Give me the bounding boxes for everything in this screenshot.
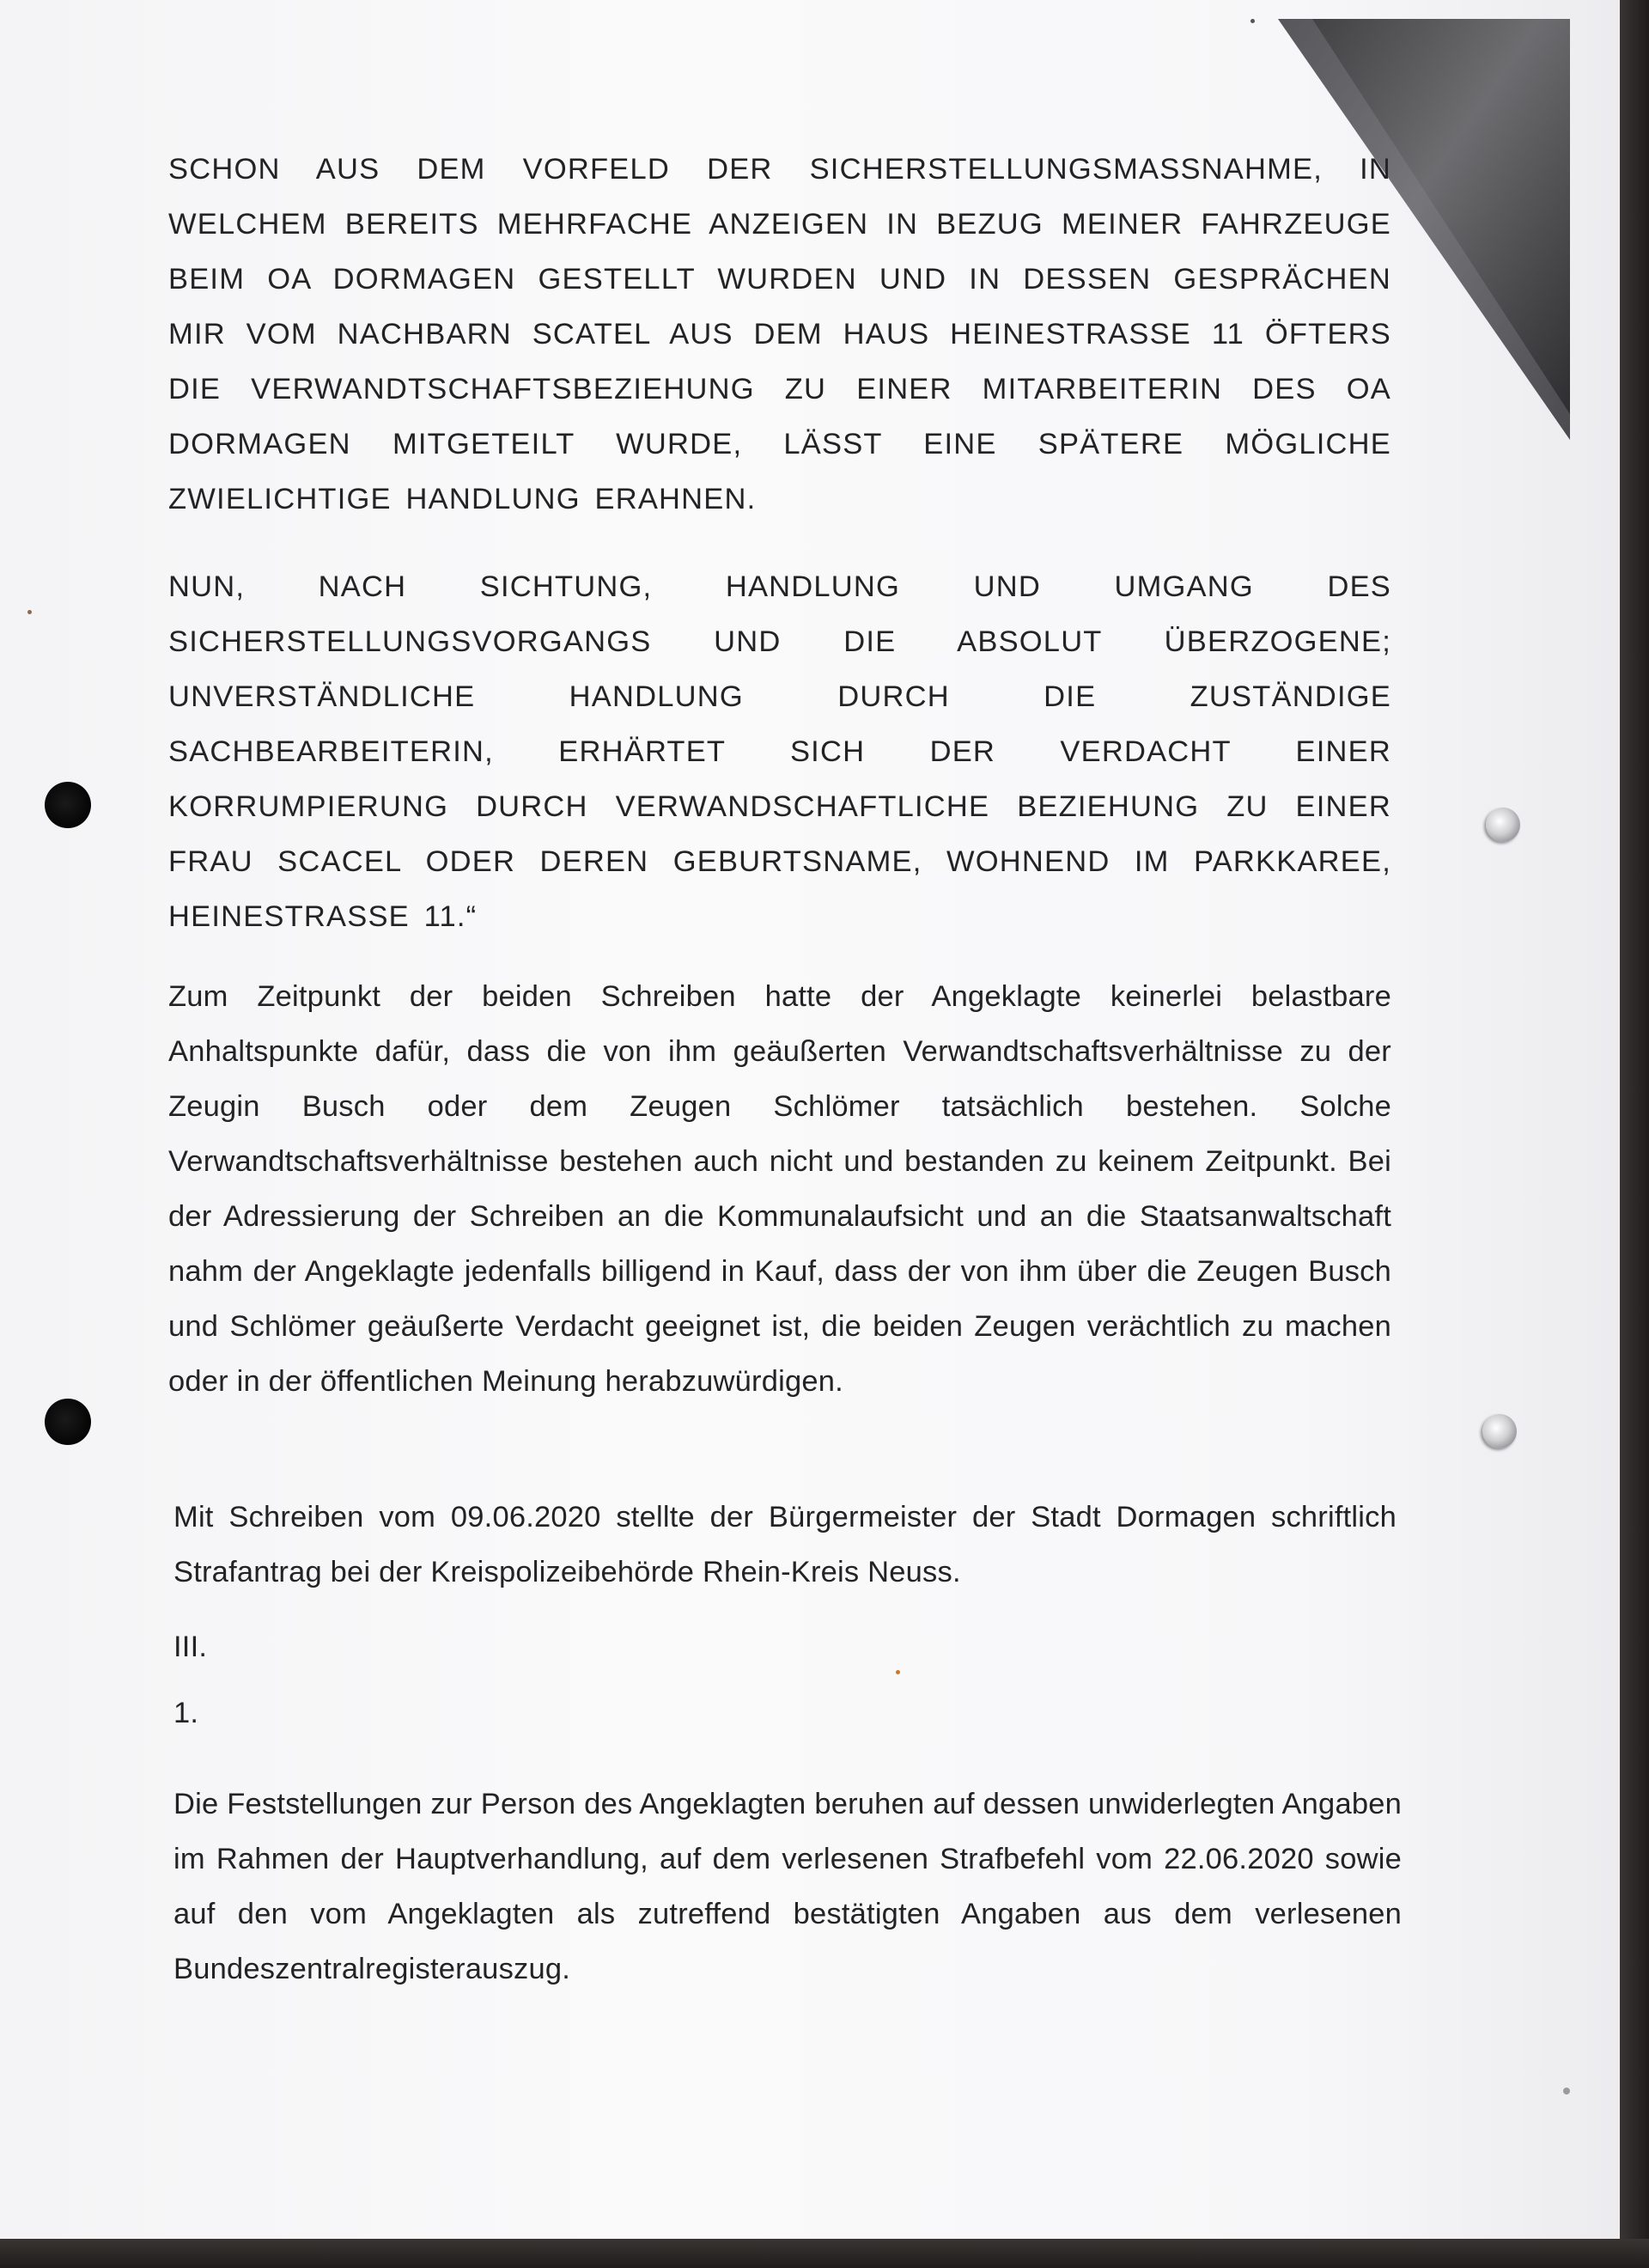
quoted-paragraph-1: SCHON AUS DEM VORFELD DER SICHERSTELLUNGSMASSNAHME, IN WELCHEM BEREITS MEHRFACHE ANZEIGEN IN BEZUG MEINER FAHRZEUGE BEIM OA DORMAGEN GESTELLT WURDEN UND IN DESSEN GESPRÄCHEN MIR VOM NACHBARN SCATEL AUS DEM HAUS HEINESTRASSE 11 ÖFTERS DIE VERWANDTSCHAFTSBEZIEHUNG ZU EINER MITARBEITERIN DES OA DORMAGEN MITGETEILT WURDE, LÄSST EINE SPÄTERE MÖGLICHE ZWIELICHTIGE HANDLUNG ERAHNEN.	[168, 153, 1391, 515]
findings-paragraph: Zum Zeitpunkt der beiden Schreiben hatte der Angeklagte keinerlei belastbare Anhaltspunkte dafür, dass die von ihm geäußerten Verwandtschaftsverhältnisse zu der Zeugin Busch oder dem Zeugen Schlömer tatsächlich bestehen. Solche Verwandtschaftsverhältnisse bestehen auch nicht und bestanden zu keinem Zeitpunkt. Bei der Adressierung der Schreiben an die Kommunalaufsicht und an die Staatsanwaltschaft nahm der Angeklagte jedenfalls billigend in Kauf, dass der von ihm über die Zeugen Busch und Schlömer geäußerte Verdacht geeignet ist, die beiden Zeugen verächtlich zu machen oder in der öffentlichen Meinung herabzuwürdigen.	[168, 980, 1391, 1398]
punch-hole-left-bottom	[45, 1399, 91, 1445]
quoted-paragraph-2: NUN, NACH SICHTUNG, HANDLUNG UND UMGANG DES SICHERSTELLUNGSVORGANGS UND DIE ABSOLUT ÜBERZOGENE; UNVERSTÄNDLICHE HANDLUNG DURCH DIE ZUSTÄNDIGE SACHBEARBEITERIN, ERHÄRTET SICH DER VERDACHT EINER KORRUMPIERUNG DURCH VERWANDSCHAFTLICHE BEZIEHUNG ZU EINER FRAU SCACEL ODER DEREN GEBURTSNAME, WOHNEND IM PARKKAREE, HEINESTRASSE 11.“	[168, 570, 1391, 933]
scanner-edge-bottom	[0, 2239, 1649, 2268]
punch-hole-left-top	[45, 782, 91, 828]
scan-speck	[1563, 2088, 1570, 2094]
scanner-edge-right	[1620, 0, 1649, 2268]
scan-speck	[1250, 19, 1255, 23]
scan-speck	[27, 610, 32, 614]
evidence-paragraph: Die Feststellungen zur Person des Angeklagten beruhen auf dessen unwiderlegten Angaben im Rahmen der Hauptverhandlung, auf dem verlesenen Strafbefehl vom 22.06.2020 sowie auf den vom Angeklagten als zutreffend bestätigten Angaben aus dem verlesenen Bundeszentralregisterauszug.	[173, 1788, 1402, 1985]
complaint-paragraph: Mit Schreiben vom 09.06.2020 stellte der Bürgermeister der Stadt Dormagen schriftlich Strafantrag bei der Kreispolizeibehörde Rhein-Kreis Neuss.	[173, 1501, 1396, 1588]
punch-hole-right-top	[1486, 808, 1520, 842]
section-heading: III.	[173, 1631, 208, 1663]
subsection-heading: 1.	[173, 1697, 199, 1729]
punch-hole-right-bottom	[1482, 1414, 1517, 1448]
